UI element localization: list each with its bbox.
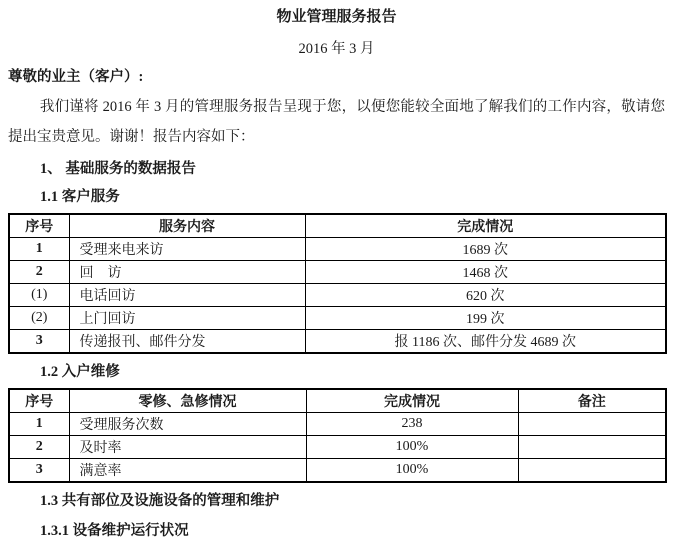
cell-item: 受理服务次数 (69, 413, 306, 436)
table-row (9, 436, 666, 459)
table-row (9, 284, 666, 307)
cell-service: 上门回访 (69, 307, 305, 330)
col-header-service: 服务内容 (69, 214, 305, 238)
cell-no: 2 (9, 261, 69, 284)
report-date: 2016 年 3 月 (298, 41, 375, 57)
cell-no: (1) (9, 284, 69, 307)
report-document (8, 0, 665, 540)
cell-no: 1 (9, 238, 69, 261)
cell-no: 3 (9, 330, 69, 354)
section-heading-equipment-maintenance: 1.3.1 设备维护运行状况 (40, 523, 189, 539)
cell-service: 电话回访 (69, 284, 305, 307)
section-heading-customer-service: 1.1 客户服务 (40, 189, 120, 205)
col-header-result: 完成情况 (305, 214, 666, 238)
section-heading-basic-services: 1、 基础服务的数据报告 (40, 161, 196, 177)
cell-result: 199 次 (305, 307, 666, 330)
table-row (9, 238, 666, 261)
cell-note (518, 413, 666, 436)
cell-result: 100% (306, 436, 518, 459)
salutation: 尊敬的业主（客户）: (8, 69, 144, 85)
cell-no: 3 (9, 459, 69, 483)
cell-item: 满意率 (69, 459, 306, 483)
cell-no: 2 (9, 436, 69, 459)
col-header-result: 完成情况 (306, 389, 518, 413)
table-row (9, 330, 666, 354)
customer-service-table (8, 213, 667, 354)
repair-table (8, 388, 667, 483)
cell-result: 100% (306, 459, 518, 483)
table-header-row (9, 214, 666, 238)
cell-service: 传递报刊、邮件分发 (69, 330, 305, 354)
cell-result: 1468 次 (305, 261, 666, 284)
table-row (9, 413, 666, 436)
cell-service: 回 访 (69, 261, 305, 284)
cell-note (518, 436, 666, 459)
cell-item: 及时率 (69, 436, 306, 459)
cell-no: 1 (9, 413, 69, 436)
table-row (9, 459, 666, 483)
section-heading-common-facilities: 1.3 共有部位及设施设备的管理和维护 (40, 493, 280, 509)
col-header-no: 序号 (9, 389, 69, 413)
cell-result: 238 (306, 413, 518, 436)
cell-result: 报 1186 次、邮件分发 4689 次 (305, 330, 666, 354)
cell-result: 1689 次 (305, 238, 666, 261)
table-header-row (9, 389, 666, 413)
col-header-note: 备注 (518, 389, 666, 413)
cell-service: 受理来电来访 (69, 238, 305, 261)
cell-no: (2) (9, 307, 69, 330)
cell-result: 620 次 (305, 284, 666, 307)
table-row (9, 261, 666, 284)
col-header-item: 零修、急修情况 (69, 389, 306, 413)
col-header-no: 序号 (9, 214, 69, 238)
intro-paragraph: 我们谨将 2016 年 3 月的管理服务报告呈现于您，以便您能较全面地了解我们的工作内容，敬请您提出宝贵意见。谢谢！报告内容如下： (8, 99, 665, 145)
section-heading-household-repair: 1.2 入户维修 (40, 364, 120, 380)
report-title: 物业管理服务报告 (276, 9, 397, 25)
cell-note (518, 459, 666, 483)
table-row (9, 307, 666, 330)
